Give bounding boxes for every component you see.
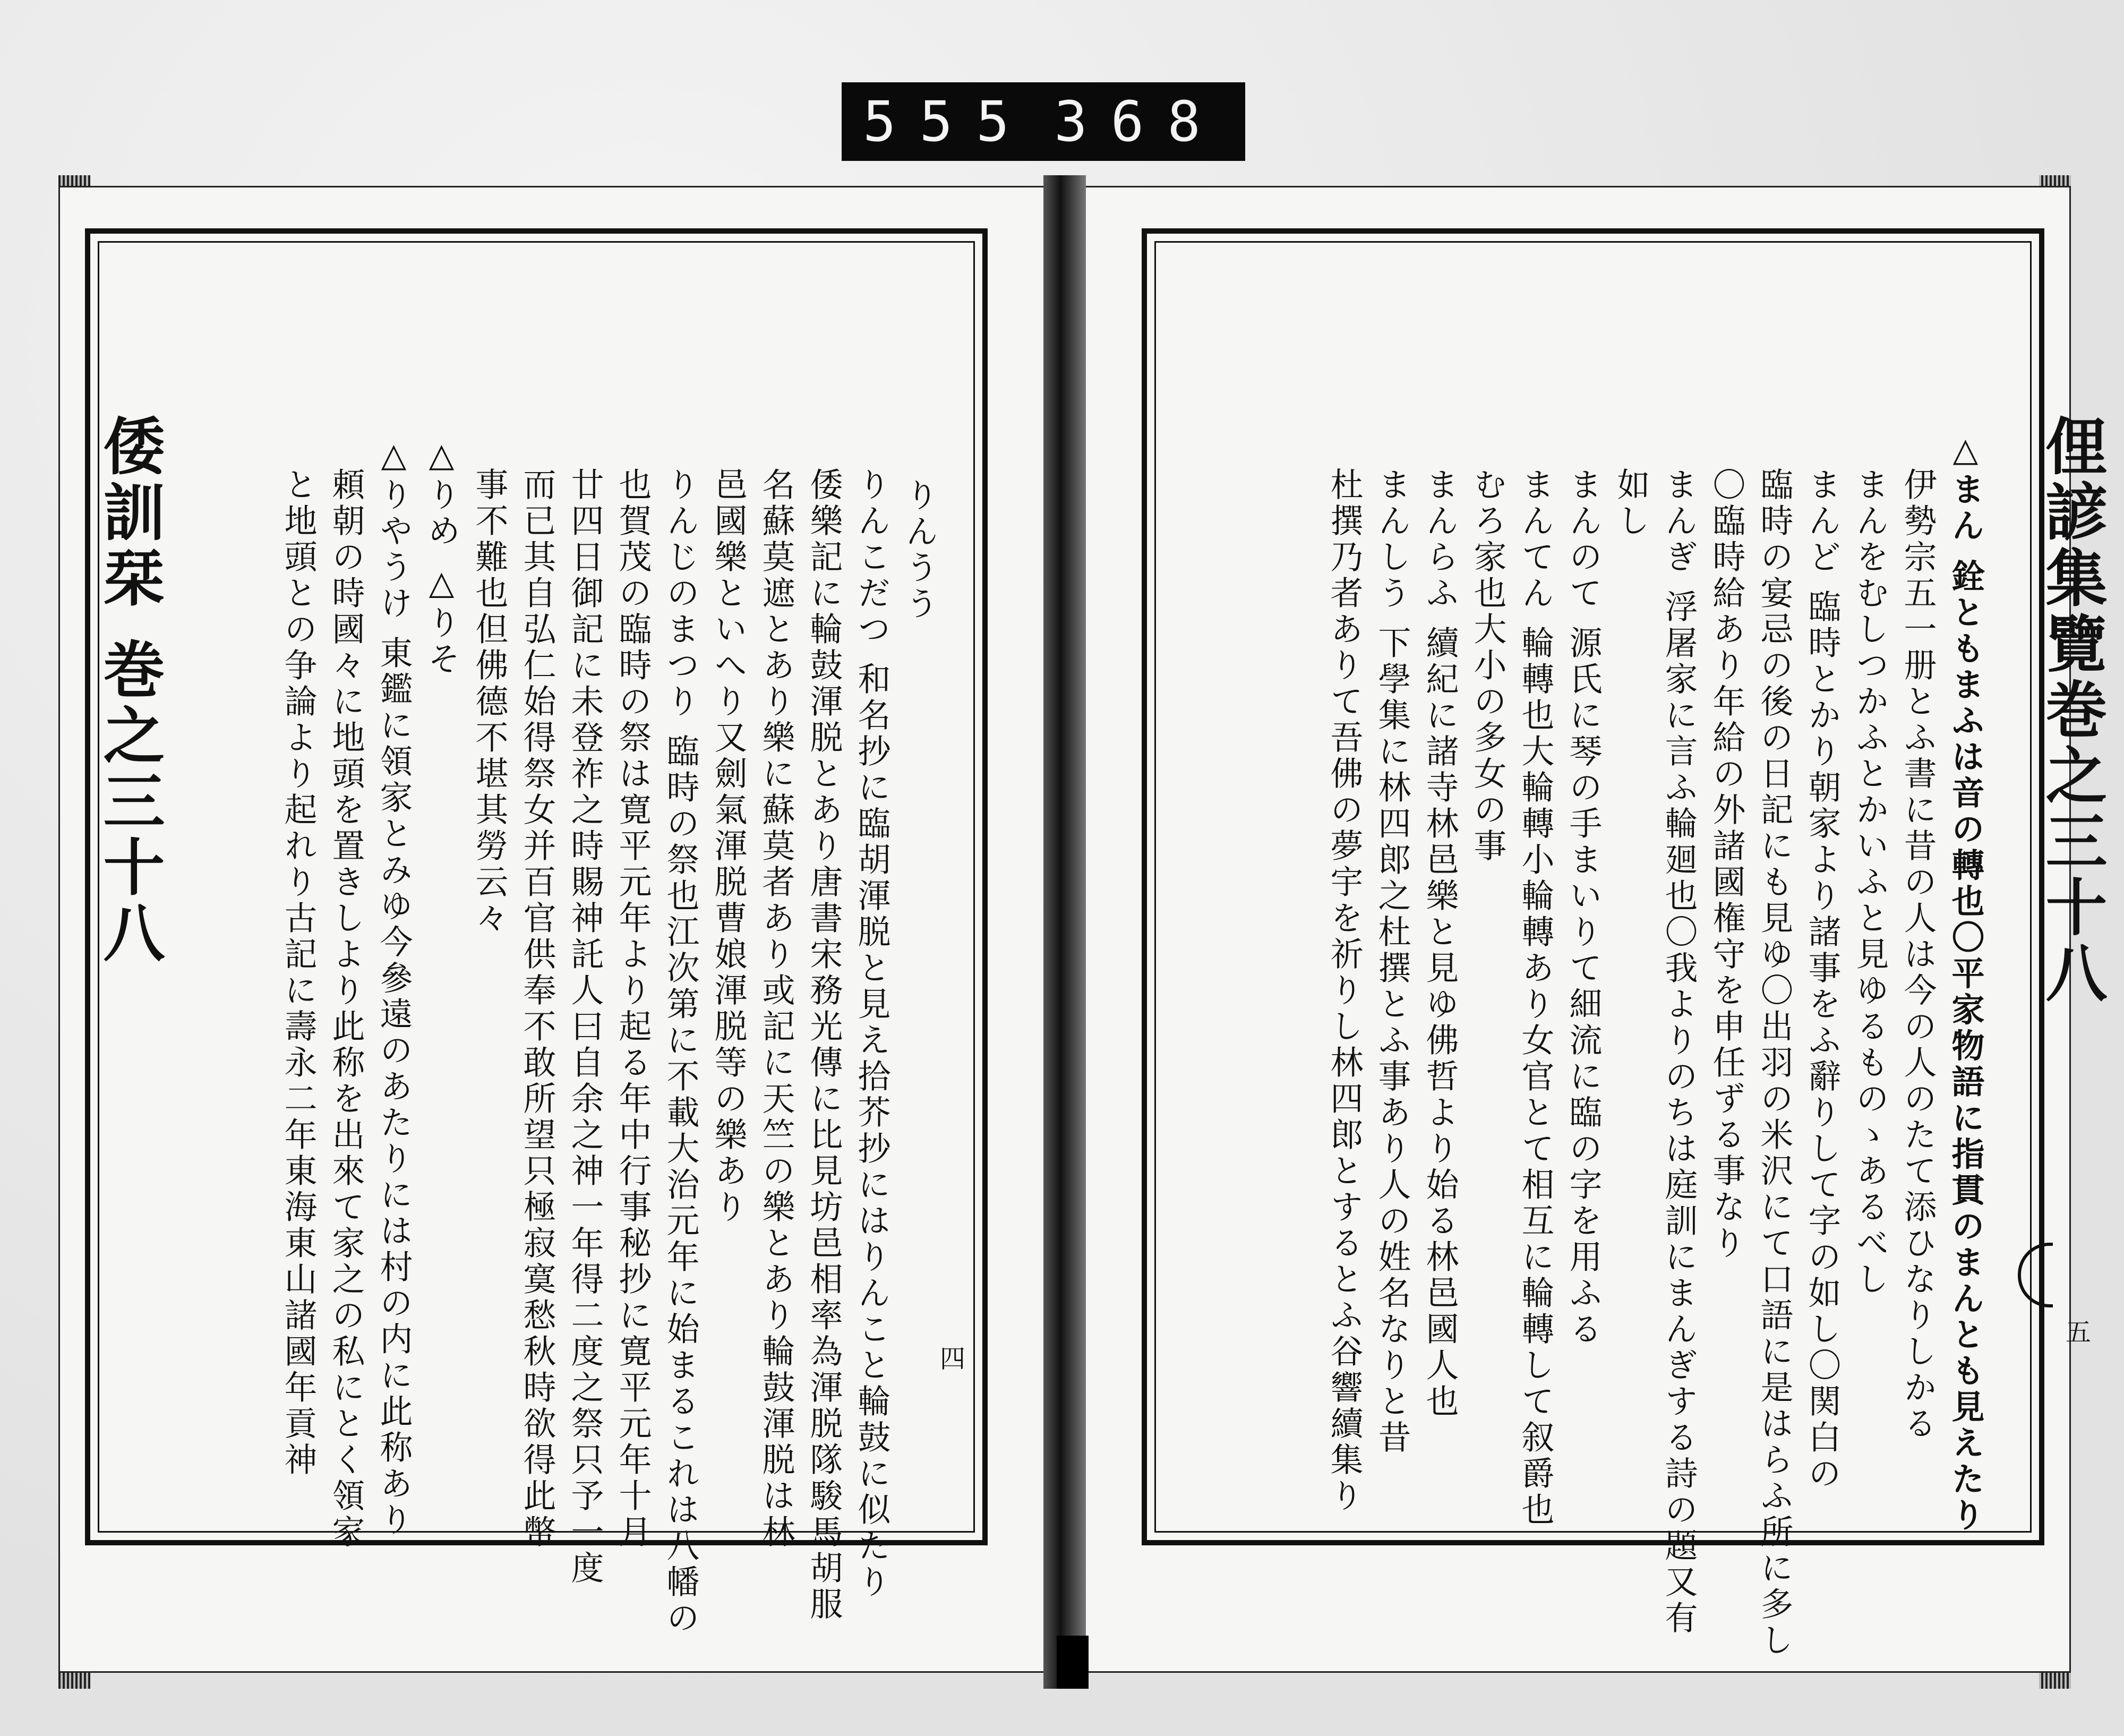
- text-column: まんをむしつかふとかいふと見ゆるものゝあるべし: [1851, 467, 1889, 1298]
- text-column: まんど 臨時とかり朝家より諸事をふ辭りして字の如し〇関白の: [1803, 467, 1842, 1492]
- text-column: 而已其自弘仁始得祭女并百官供奉不敢所望只極寂寞愁秋時欲得此幣: [518, 467, 556, 1551]
- text-column: 也賀茂の臨時の祭は寛平元年より起る年中行事秘抄に寛平元年十月: [613, 467, 652, 1551]
- text-column: 〇臨時給あり年給の外諸國権守を申任ずる事なり: [1707, 467, 1746, 1262]
- text-column: りんこだつ 和名抄に臨胡渾脱と見え拾芥抄にはりんこと輪鼓に似たり: [852, 467, 891, 1601]
- text-column: むろ家也大小の多女の事: [1468, 467, 1507, 865]
- text-column: 頼朝の時國々に地頭を置きしより此称を出來て家之の私にとく領家: [327, 467, 365, 1551]
- left-margin-title: 倭訓栞 巻之三十八: [93, 414, 165, 967]
- text-column: 名蘇莫遮とあり樂に蘇莫者あり或記に天竺の樂とあり輪鼓渾脱は林: [757, 467, 795, 1551]
- right-folio-number: 五: [2066, 1318, 2092, 1347]
- text-column: 臨時の宴忌の後の日記にも見ゆ〇出羽の米沢にて口語に是はらふ所に多し: [1755, 467, 1794, 1659]
- right-margin-title: 俚諺集覽巻之三十八: [2035, 414, 2108, 1007]
- reference-number-label: [842, 82, 1245, 161]
- reference-number-left: 555: [863, 89, 1033, 154]
- text-column: 伊勢宗五一册とふ書に昔の人は今の人のたて添ひなりしかる: [1898, 467, 1937, 1442]
- text-column: まんのて 源氏に琴の手まいりて細流に臨の字を用ふる: [1564, 467, 1603, 1348]
- text-column: 如し: [1612, 467, 1650, 540]
- text-column: 倭樂記に輪鼓渾脱とあり唐書宋務光傳に比見坊邑相率為渾脱隊駿馬胡服: [804, 467, 843, 1623]
- text-column: 邑國樂といへり又劍氣渾脱曹娘渾脱等の樂あり: [709, 467, 748, 1226]
- text-column: と地頭との争論より起れり古記に壽永二年東海東山諸國年貢神: [279, 467, 318, 1478]
- text-column: 事不難也但佛德不堪其勞云々: [470, 467, 509, 937]
- text-column: りんじのまつり 臨時の祭也江次第に不載大治元年に始まるこれは八幡の: [661, 467, 700, 1637]
- text-column: △りめ △りそ: [422, 435, 461, 678]
- text-column: 廿四日御記に未登祚之時賜神託人曰自余之神一年得二度之祭只予一度: [566, 467, 604, 1587]
- reference-number-right: 368: [1054, 89, 1224, 154]
- text-column: りんうう: [900, 478, 939, 622]
- left-folio-number: 四: [940, 1344, 966, 1374]
- text-column: まんらふ 續紀に諸寺林邑樂と見ゆ佛哲より始る林邑國人也: [1420, 467, 1459, 1420]
- text-column: まんてん 輪轉也大輪轉小輪轉あり女官とて相互に輪轉して叙爵也: [1516, 467, 1555, 1528]
- book-spine: [1043, 175, 1086, 1689]
- text-column: まんしう 下學集に林四郎之杜撰とふ事あり人の姓名なりと昔: [1373, 467, 1411, 1456]
- text-column: △りやうけ 東鑑に領家とみゆ今參遠のあたりには村の内に此称あり: [374, 435, 413, 1538]
- text-column: 杜撰乃者ありて吾佛の夢宇を祈りし林四郎とするとふ谷響續集り: [1325, 467, 1364, 1515]
- text-column: まんぎ 浮屠家に言ふ輪廻也〇我よりのちは庭訓にまんぎする詩の題又有: [1659, 467, 1698, 1637]
- book-spine-foot: [1057, 1636, 1089, 1689]
- text-column: △まん 銓ともまふは音の轉也〇平家物語に指貫のまんとも見えたり: [1946, 430, 1985, 1534]
